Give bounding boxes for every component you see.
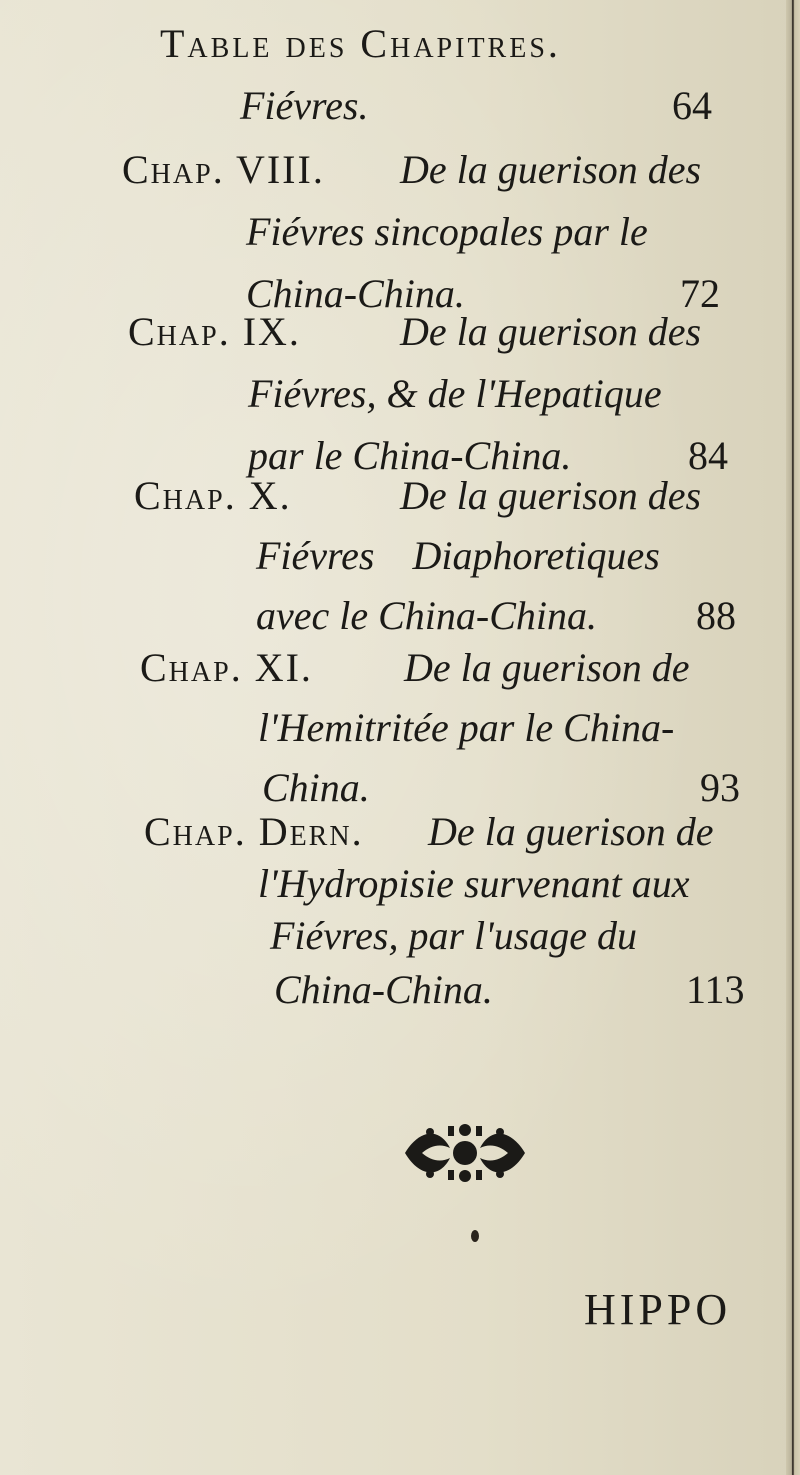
- toc-line: Fiévres Diaphoretiques: [256, 533, 660, 578]
- chapter-label: Chap. IX.: [128, 309, 301, 354]
- fleuron-ornament-icon: [400, 1118, 530, 1188]
- toc-line: China-China.: [246, 271, 465, 316]
- toc-line: De la guerison de: [428, 809, 714, 854]
- running-head: Table des Chapitres.: [160, 21, 561, 66]
- toc-line: par le China-China.: [248, 433, 572, 478]
- toc-line: China-China.: [274, 967, 493, 1012]
- toc-line: China.: [262, 765, 370, 810]
- page-number: 64: [672, 83, 712, 128]
- toc-line: l'Hydropisie survenant aux: [258, 861, 690, 906]
- toc-line: Fiévres, par l'usage du: [270, 913, 638, 958]
- toc-line: avec le China-China.: [256, 593, 598, 638]
- page-number: 113: [686, 967, 745, 1012]
- toc-line: De la guerison de: [404, 645, 690, 690]
- toc-line: Fiévres.: [240, 83, 369, 128]
- toc-line: De la guerison des: [400, 309, 702, 354]
- chapter-label: Chap. VIII.: [122, 147, 325, 192]
- page-number: 93: [700, 765, 740, 810]
- page-number: 72: [680, 271, 720, 316]
- toc-line: De la guerison des: [400, 147, 702, 192]
- chapter-label: Chap. Dern.: [144, 809, 364, 854]
- toc-line: De la guerison des: [400, 473, 702, 518]
- catchword: HIPPO: [584, 1285, 732, 1334]
- toc-line: Fiévres, & de l'Hepatique: [248, 371, 662, 416]
- toc-entry-continuation: [240, 74, 740, 138]
- chapter-label: Chap. X.: [134, 473, 292, 518]
- page-gutter: [786, 0, 800, 1475]
- toc-line: l'Hemitritée par le China-: [258, 705, 675, 750]
- toc-line: Fiévres sincopales par le: [246, 209, 648, 254]
- ink-dot: [471, 1230, 479, 1242]
- chapter-label: Chap. XI.: [140, 645, 313, 690]
- page-number: 88: [696, 593, 736, 638]
- page-number: 84: [688, 433, 728, 478]
